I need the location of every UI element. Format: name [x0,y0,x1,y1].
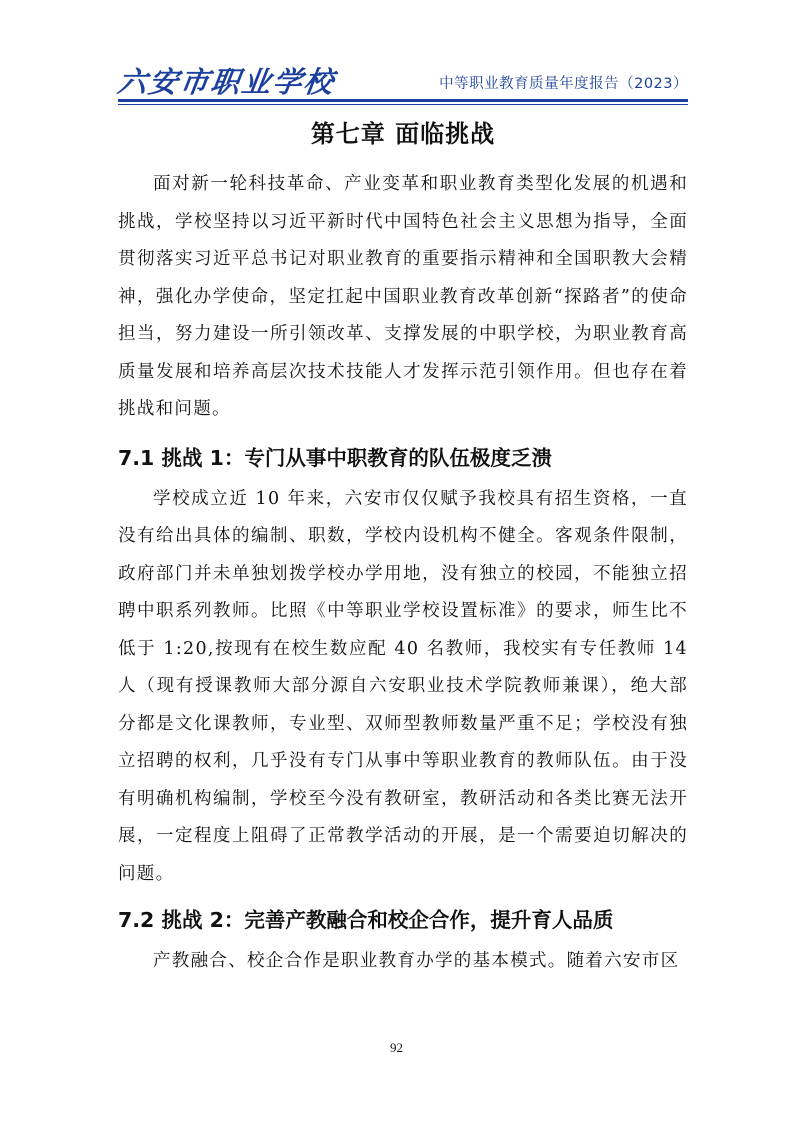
header-rule-thin [118,104,688,105]
page-content [118,112,688,981]
page-number: 92 [390,1040,403,1055]
section-7-1-paragraph: 学校成立近 10 年来，六安市仅仅赋予我校具有招生资格，一直没有给出具体的编制、职数，学校内设机构不健全。客观条件限制，政府部门并未单独划拨学校办学用地，没有独立的校园，不能独立招聘中职系列教师。比照《中等职业学校设置标准》的要求，师生比不低于 1:20,按现有在校生数应配 40 名教师，我校实有专任教师 14 人（现有授课教师大部分源自六安职业技术学院教师兼课），绝大部分都是文化课教师，专业型、双师型教师数量严重不足；学校没有独立招聘的权利，几乎没有专门从事中等职业教育的教师队伍。由于没有明确机构编制，学校至今没有教研室，教研活动和各类比赛无法开展，一定程度上阻碍了正常教学活动的开展，是一个需要迫切解决的问题。 [118,488,688,884]
chapter-title: 第七章 面临挑战 [310,120,496,148]
school-logo: 六安市职业学校 [115,65,338,99]
chapter-intro-paragraph: 面对新一轮科技革命、产业变革和职业教育类型化发展的机遇和挑战，学校坚持以习近平新时代中国特色社会主义思想为指导，全面贯彻落实习近平总书记对职业教育的重要指示精神和全国职教大会精神，强化办学使命，坚定扛起中国职业教育改革创新“探路者”的使命担当，努力建设一所引领改革、支撑发展的中职学校，为职业教育高质量发展和培养高层次技术技能人才发挥示范引领作用。但也存在着挑战和问题。 [118,174,688,419]
section-heading-7-1: 7.1 挑战 1：专门从事中职教育的队伍极度乏溃 [118,445,552,470]
section-heading-7-2: 7.2 挑战 2：完善产教融合和校企合作，提升育人品质 [118,908,614,932]
report-title: 中等职业教育质量年度报告（2023） [439,76,688,92]
header-rule [118,99,688,102]
page-header [115,60,688,100]
section-7-2-paragraph: 产教融合、校企合作是职业教育办学的基本模式。随着六安市区 [153,951,680,971]
